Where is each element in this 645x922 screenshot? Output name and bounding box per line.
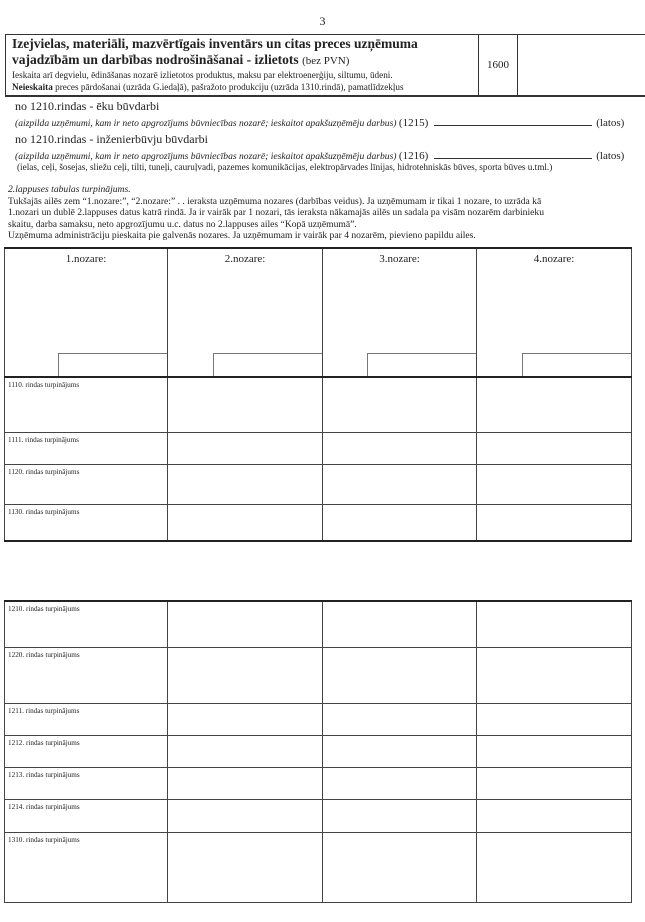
excludes-label: Neieskaita (12, 82, 53, 92)
table-row (5, 601, 632, 647)
industry-table-2 (4, 600, 632, 903)
row-label: 1210. rindas turpinājums (5, 601, 168, 647)
row-label: 1214. rindas turpinājums (5, 799, 168, 832)
table-row (5, 767, 632, 799)
materials-description (12, 35, 476, 93)
materials-title (12, 36, 476, 69)
row-label: 1310. rindas turpinājums (5, 832, 168, 902)
value-cell[interactable] (323, 601, 477, 647)
industry-header-4 (477, 248, 632, 377)
industry-code-input[interactable] (213, 353, 322, 376)
engineering-construction-title: no 1210.rindas - inženierbūvju būvdarbi (15, 132, 208, 146)
row-code-1600: 1600 (478, 35, 518, 95)
value-cell[interactable] (323, 377, 477, 432)
industry-code-input[interactable] (367, 353, 476, 376)
row-label: 1213. rindas turpinājums (5, 767, 168, 799)
engineering-unit: (latos) (596, 150, 625, 162)
table-row (5, 735, 632, 767)
row-label: 1111. rindas turpinājums (5, 432, 168, 464)
value-cell[interactable] (477, 464, 632, 504)
industry-code-input[interactable] (58, 353, 167, 376)
value-cell[interactable] (323, 767, 477, 799)
engineering-examples: (ielas, ceļi, šosejas, sliežu ceļi, tilti, tuneļi, cauruļvadi, pazemes komunikācijas, elektropārvades līnijas, hidrotehniskās būves, sporta būves u.tml.) (17, 162, 553, 172)
row-label: 1110. rindas turpinājums (5, 377, 168, 432)
table-row (5, 647, 632, 703)
buildings-construction-line (15, 116, 624, 129)
row-label: 1130. rindas turpinājums (5, 504, 168, 541)
materials-value-input[interactable] (518, 35, 645, 95)
row-label: 1212. rindas turpinājums (5, 735, 168, 767)
row-label: 1120. rindas turpinājums (5, 464, 168, 504)
value-cell[interactable] (323, 647, 477, 703)
value-cell[interactable] (323, 703, 477, 735)
table-row (5, 799, 632, 832)
instructions-line-4: Uzņēmuma administrāciju pieskaita pie galvenās nozares. Ja uzņēmumam ir vairāk par 4 nozarēm, pievieno papildu ailes. (8, 230, 476, 241)
value-cell[interactable] (477, 432, 632, 464)
page-number: 3 (319, 14, 326, 28)
value-cell[interactable] (477, 832, 632, 902)
instructions-line-3: skaitu, darba samaksu, neto apgrozījumu u.c. datus no 2.lappuses ailes “Kopā uzņēmumā”. (8, 218, 357, 230)
value-cell[interactable] (477, 504, 632, 541)
value-cell[interactable] (168, 703, 323, 735)
value-cell[interactable] (477, 601, 632, 647)
value-cell[interactable] (477, 767, 632, 799)
value-cell[interactable] (168, 504, 323, 541)
buildings-instruction: (aizpilda uzņēmumi, kam ir neto apgrozījums būvniecības nozarē; ieskaitot apakšuzņēmēju darbus) (15, 118, 397, 129)
row-label: 1220. rindas turpinājums (5, 647, 168, 703)
value-cell[interactable] (477, 647, 632, 703)
engineering-code: (1216) (398, 150, 429, 162)
value-cell[interactable] (168, 464, 323, 504)
industry-header-label: 4.nozare: (533, 253, 575, 265)
instructions-heading: 2.lappuses tabulas turpinājums. (8, 184, 131, 195)
value-cell[interactable] (323, 432, 477, 464)
industry-header-1 (5, 248, 168, 377)
value-cell[interactable] (323, 504, 477, 541)
table-row (5, 432, 632, 464)
value-cell[interactable] (168, 799, 323, 832)
industry-header-3 (323, 248, 477, 377)
value-cell[interactable] (168, 432, 323, 464)
industry-header-label: 3.nozare: (379, 253, 420, 265)
table-row (5, 464, 632, 504)
industry-header-label: 2.nozare: (224, 253, 266, 265)
table-instructions (8, 184, 638, 242)
engineering-value-input[interactable] (434, 149, 592, 159)
buildings-unit: (latos) (596, 117, 625, 129)
value-cell[interactable] (168, 735, 323, 767)
buildings-value-input[interactable] (434, 116, 592, 126)
value-cell[interactable] (323, 799, 477, 832)
value-cell[interactable] (168, 832, 323, 902)
value-cell[interactable] (323, 735, 477, 767)
table-row (5, 832, 632, 902)
industry-code-input[interactable] (522, 353, 631, 376)
engineering-instruction: (aizpilda uzņēmumi, kam ir neto apgrozījums būvniecības nozarē; ieskaitot apakšuzņēmēju darbus) (15, 151, 397, 162)
value-cell[interactable] (168, 647, 323, 703)
table-row (5, 377, 632, 432)
value-cell[interactable] (477, 703, 632, 735)
materials-note-includes: Ieskaita arī degvielu, ēdināšanas nozarē izlietotos produktus, maksu par elektroenerģiju, siltumu, ūdeni. (12, 70, 393, 80)
engineering-construction-line (15, 149, 624, 162)
value-cell[interactable] (477, 799, 632, 832)
value-cell[interactable] (323, 832, 477, 902)
buildings-code: (1215) (398, 117, 429, 129)
buildings-construction-title: no 1210.rindas - ēku būvdarbi (15, 99, 160, 113)
table-row (5, 703, 632, 735)
excludes-text: preces pārdošanai (uzrāda G.iedaļā), pašražoto produkciju (uzrāda 1310.rindā), pamatlīdzekļus (55, 82, 404, 92)
instructions-line-2: 1.nozari un dublē 2.lappuses datus katrā rindā. Ja ir vairāk par 1 nozari, tās ieraksta nākamajās ailēs un sadala pa visām nozarēm darbinieku (8, 207, 544, 218)
materials-note-excludes (12, 81, 476, 93)
materials-title-bold: Izejvielas, materiāli, mazvērtīgais inventārs un citas preces uzņēmuma vajadzībām un darbības nodrošināšanai - izlietots (12, 36, 418, 67)
row-label: 1211. rindas turpinājums (5, 703, 168, 735)
materials-consumed-row (5, 34, 645, 97)
value-cell[interactable] (477, 735, 632, 767)
materials-title-suffix: (bez PVN) (302, 55, 350, 67)
value-cell[interactable] (323, 464, 477, 504)
value-cell[interactable] (168, 377, 323, 432)
value-cell[interactable] (477, 377, 632, 432)
industry-header-label: 1.nozare: (65, 253, 107, 265)
industry-table-1 (4, 247, 632, 542)
value-cell[interactable] (168, 601, 323, 647)
table-row (5, 504, 632, 541)
industry-header-2 (168, 248, 323, 377)
value-cell[interactable] (168, 767, 323, 799)
instructions-line-1: Tukšajās ailēs zem “1.nozare:”, “2.nozare:” . . ieraksta uzņēmuma nozares (darbības veidus). Ja uzņēmumam ir tikai 1 nozare, to uzrāda kā (8, 195, 542, 207)
